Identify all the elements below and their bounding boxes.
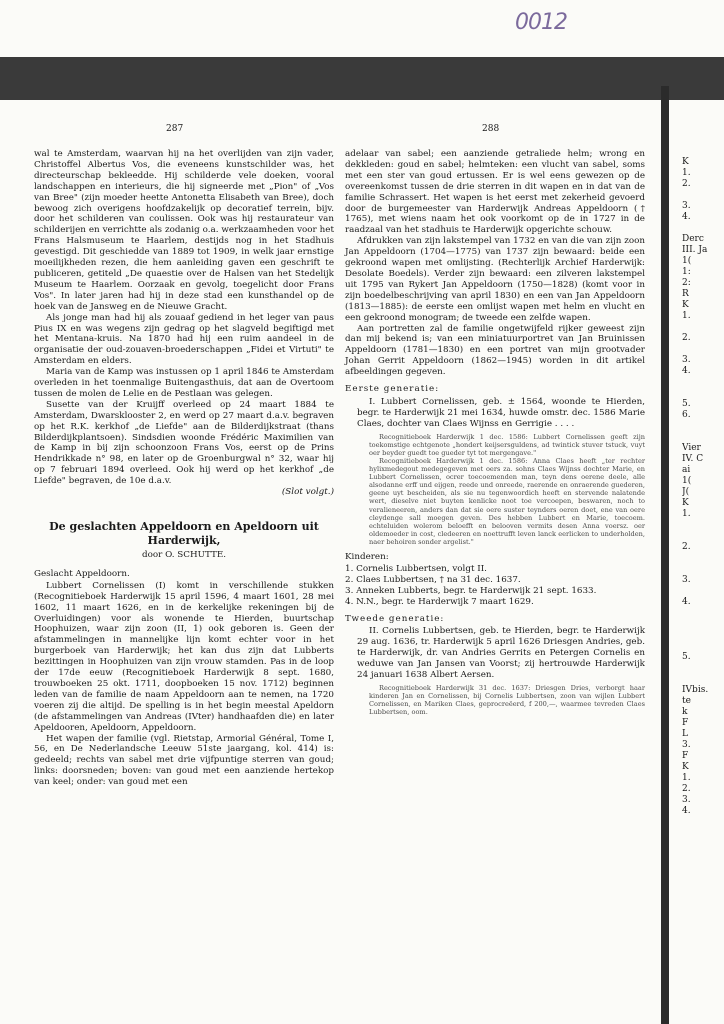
margin-fragment: IV. C — [682, 454, 704, 464]
next-page-margin-fragments — [682, 157, 724, 817]
margin-fragment: 5. — [682, 652, 691, 662]
margin-fragment: 1( — [682, 476, 692, 486]
margin-fragment: 1. — [682, 168, 691, 178]
margin-fragment — [682, 553, 724, 564]
paragraph: Aan portretten zal de familie ongetwijfeld rijker geweest zijn dan mij bekend is; van een miniatuurportret van Jan Bruinissen Appeldoorn (1781—1830) en een portret van mijn grootvader Johan Gerrit Appeldoorn (1862—1945) worden in dit artikel afbeeldingen gegeven. — [345, 323, 645, 378]
margin-fragment: te — [682, 696, 691, 706]
margin-fragment: 1. — [682, 773, 691, 783]
margin-fragment — [682, 564, 724, 575]
paragraph: wal te Amsterdam, waarvan hij na het overlijden van zijn vader, Christoffel Albertus Vos, die eveneens kunstschilder was, het directeurschap bekleedde. Hij schilderde vele doeken, vooral landschappen en interieurs, die hij signeerde met „Pion" of „Vos van Bree" (zijn moeder heette Antonetta Elisabeth van Bree), doch bewoog zich overigens hoofdzakelijk op decoratief terrein, bijv. door het schilderen van coulissen. Ook was hij restaurateur van schilderijen en verrichtte als zodanig o.a. werkzaamheden voor het Frans Halsmuseum te Haarlem, destijds nog in het Stadhuis gevestigd. Dit geschiedde van 1889 tot 1909, in welk jaar ernstige moeilijkheden rezen, die hem aanleiding gaven een geschrift te publiceren, getiteld „De quaestie over de Halsen van het Stedelijk Museum te Haarlem. Oorzaak en gevolg, toegelicht door Frans Vos". In later jaren had hij in deze stad een kunsthandel op de hoek van de Jansweg en de Nieuwe Gracht. — [34, 149, 334, 312]
margin-fragment: k — [682, 707, 688, 717]
margin-fragment: ai — [682, 465, 691, 475]
archive-stamp: 0012 — [515, 10, 567, 35]
margin-fragment: 3. — [682, 355, 691, 365]
margin-fragment: 3. — [682, 795, 691, 805]
right-page-number: 288 — [482, 124, 500, 134]
margin-fragment: 6. — [682, 410, 691, 420]
margin-fragment — [682, 421, 724, 432]
margin-fragment: 3. — [682, 575, 691, 585]
list-item: 3. Anneken Lubberts, begr. te Harderwijk 21 sept. 1633. — [345, 585, 597, 596]
children-heading: Kinderen: — [345, 551, 389, 562]
right-column — [345, 149, 645, 722]
margin-fragment — [682, 586, 724, 597]
continuation-note: (Slot volgt.) — [281, 487, 334, 498]
paragraph: Het wapen der familie (vgl. Rietstap, Armorial Général, Tome I, 56, en De Nederlandsche Leeuw 51ste jaargang, kol. 414) is: gedeeld; rechts van sabel met drie vijfpuntige sterren van goud; links: doorsneden; boven: van goud met een aanziende hertekop van keel; onder: van goud met een — [34, 733, 334, 788]
margin-fragment: 4. — [682, 212, 691, 222]
genealogy-entry: I. Lubbert Cornelissen, geb. ± 1564, woonde te Hierden, begr. te Harderwijk 21 mei 1634, huwde omstr. dec. 1586 Marie Claes, dochter van Claes Wijnss en Gerrigie . . . . — [357, 396, 645, 429]
margin-fragment — [682, 432, 724, 443]
margin-fragment: 1: — [682, 267, 691, 277]
margin-fragment: 1. — [682, 509, 691, 519]
section-heading: Geslacht Appeldoorn. — [34, 568, 130, 579]
paragraph: Maria van de Kamp was instussen op 1 april 1846 te Amsterdam overleden in het toenmalige Buitengasthuis, dat aan de Overtoom tussen de molen de Lelie en de Pestlaan was gelegen. — [34, 367, 334, 399]
margin-fragment: 2. — [682, 784, 691, 794]
margin-fragment: 2: — [682, 278, 691, 288]
note-paragraph: Recognitieboek Harderwijk 31 dec. 1637: Driesgen Dries, verborgt haar kinderen Jan en Cornelissen, bij Cornelis Lubbertsen, zoon van wijlen Lubbert Cornelissen, en Mariken Claes, geprocreëerd, f 200,—, waarmee tevreden Claes Lubbertsen, oom. — [369, 683, 645, 717]
margin-fragment: L — [682, 729, 688, 739]
margin-fragment: 4. — [682, 806, 691, 816]
margin-fragment: III. Ja — [682, 245, 708, 255]
article-byline: door O. SCHUTTE. — [141, 550, 227, 560]
scan-shadow-band — [0, 57, 724, 100]
paragraph: Lubbert Cornelissen (I) komt in verschillende stukken (Recognitieboek Harderwijk 15 april 1596, 4 maart 1601, 28 mei 1602, 11 maart 1626, en in de kerkelijke rekeningen bij de Overluidingen) voor als wonende te Hierden, buurtschap Hoophuizen, waar zijn zoon (II, 1) ook geboren is. Geen der afstammelingen in mannelijke lijn komt echter voor in het burgerboek van Harderwijk; het kan dus zijn dat Lubberts bezittingen in Hoophuizen van zijn vrouw stamden. Pas in de loop der 17de eeuw (Recognitieboek Harderwijk 8 sept. 1680, trouwboeken 25 okt. 1711, doopboeken 15 nov. 1712) beginnen leden van de familie de naam Appeldoorn aan te nemen, na 1720 voeren zij die altijd. De spelling is in het begin meestal Apeldorn (de afstammelingen van Andreas (IVter) handhaafden die) en later Apeldooren, Apeldoorn, Appeldoorn. — [34, 580, 334, 733]
margin-fragment: IVbis. — [682, 685, 709, 695]
margin-fragment: K — [682, 157, 689, 167]
margin-fragment: F — [682, 751, 689, 761]
children-list — [345, 564, 645, 608]
margin-fragment: 3. — [682, 201, 691, 211]
list-item: 1. Cornelis Lubbertsen, volgt II. — [345, 563, 487, 574]
note-paragraph: Recognitieboek Harderwijk 1 dec. 1586: Anna Claes heeft „ter rechter hylixmedegout medegegeven met oers za. sohns Claes Wijnss dochter Marie, en Lubbert Cornelissen, ocrer toecoemenden man, teyn dens oerene deele, alle alsodanne erff und eijgen, reede und onreede, raerende en onraerende guederen, geene uyt bescheiden, als sie nu tegenwoordich heeft en stervende nalatende wert, dieselve niet buyten kenlicke noot toe vercoepen, beswaren, noch to veralieneeren, anders dan dat sie oere suster teynders oeren doet, ene van oere cleydenge sall moegen geven. Des hebben Lubbert en Marie, toecoem. echteluiden wolerom beloefft en belooven vermits desen Anna voersz. oer oldemoeder in cost, cledeeren en noettrufft leven lanck eerlicken to underholden, naer behoiren sonder argelist." — [369, 456, 645, 546]
margin-fragment — [682, 377, 724, 388]
margin-fragment — [682, 531, 724, 542]
paragraph: Susette van der Kruijff overleed op 24 maart 1884 te Amsterdam, Dwarsklooster 2, en werd op 27 maart d.a.v. begraven op het R.K. kerkhof „de Liefde" aan de Bilderdijkstraat (thans Bilderdijkplantsoen). Sindsdien woonde Frédéric Maximilien van de Kamp in bij zijn schoonzoon Frans Vos, eerst op de Prins Hendrikkade n° 98, en later op de Groenburgwal n° 32, waar hij op 7 februari 1894 overleed. Ook hij werd op het kerkhof „de Liefde" begraven, de 10e d.a.v. — [34, 399, 334, 487]
margin-fragment: Vier — [682, 443, 701, 453]
margin-fragment — [682, 520, 724, 531]
margin-fragment: 2. — [682, 179, 691, 189]
margin-fragment — [682, 619, 724, 630]
margin-fragment: 2. — [682, 333, 691, 343]
scan-gutter-shadow — [661, 86, 669, 1024]
margin-fragment — [682, 190, 724, 201]
margin-fragment — [682, 663, 724, 674]
margin-fragment: 4. — [682, 597, 691, 607]
generation-heading: Eerste generatie: — [345, 384, 440, 395]
margin-fragment — [682, 674, 724, 685]
margin-fragment: 2. — [682, 542, 691, 552]
generation-heading: Tweede generatie: — [345, 613, 445, 624]
paragraph: Als jonge man had hij als zouaaf gediend in het leger van paus Pius IX en was wegens zijn gedrag op het slagveld begiftigd met het Mentana-kruis. Na 1870 had hij een ruim aandeel in de organisatie der oud-zouaven-broederschappen „Fidei et Virtuti" te Amsterdam en elders. — [34, 312, 334, 367]
list-item: 4. N.N., begr. te Harderwijk 7 maart 1629. — [345, 596, 534, 607]
margin-fragment: 4. — [682, 366, 691, 376]
margin-fragment: 3. — [682, 740, 691, 750]
paragraph: adelaar van sabel; een aanziende getraliede helm; wrong en dekkleden: goud en sabel; helmteken: een vlucht van sabel, soms met een ster van goud ertussen. Er is wel eens gewezen op de overeenkomst tussen de drie sterren in dit wapen en in dat van de familie Schrassert. Het wapen is het eerst met zekerheid gevoerd door de burgemeester van Harderwijk Andreas Appeldoorn († 1765), met wiens naam het ook voorkomt op de in 1727 in de raadzaal van het stadhuis te Harderwijk opgerichte schouw. — [345, 149, 645, 236]
margin-fragment — [682, 630, 724, 641]
margin-fragment: 1. — [682, 311, 691, 321]
margin-fragment: K — [682, 498, 689, 508]
margin-fragment — [682, 641, 724, 652]
margin-fragment: 1( — [682, 256, 692, 266]
margin-fragment: F — [682, 718, 689, 728]
margin-fragment: K — [682, 762, 689, 772]
margin-fragment — [682, 344, 724, 355]
paragraph: Afdrukken van zijn lakstempel van 1732 en van die van zijn zoon Jan Appeldoorn (1704—1775) van 1737 zijn bewaard: beide een gekroond wapen met omlijsting. (Rechterlijk Archief Harderwijk: Desolate Boedels). Verder zijn bewaard: een zilveren lakstempel uit 1795 van Rykert Jan Appeldoorn (1750—1828) (komt voor in zijn boedelbeschrijving van april 1830) en een van Jan Appeldoorn (1813—1885): de eerste een omlijst wapen met helm en vlucht en een gekroond monogram; de tweede een zelfde wapen. — [345, 236, 645, 323]
archival-note — [369, 433, 645, 546]
list-item: 2. Claes Lubbertsen, † na 31 dec. 1637. — [345, 574, 521, 585]
note-paragraph: Recognitieboek Harderwijk 1 dec. 1586: Lubbert Cornelissen geeft zijn toekomstige echtgenote „hondert keijsersguldens, ad twintick stuver tstuck, vuyt oer beyder guedt toe gueder tyt tot mergengave." — [369, 432, 645, 457]
left-column — [34, 149, 334, 788]
article-title: De geslachten Appeldoorn en Apeldoorn uit Harderwijk, — [49, 520, 319, 547]
margin-fragment — [682, 388, 724, 399]
left-page-number: 287 — [166, 124, 184, 134]
margin-fragment: K — [682, 300, 689, 310]
margin-fragment: 5. — [682, 399, 691, 409]
margin-fragment — [682, 223, 724, 234]
archival-note — [369, 684, 645, 716]
margin-fragment — [682, 322, 724, 333]
genealogy-entry: II. Cornelis Lubbertsen, geb. te Hierden, begr. te Harderwijk 29 aug. 1636, tr. Harderwijk 5 april 1626 Driesgen Andries, geb. te Harderwijk, dr. van Andries Gerrits en Petergen Cornelis en weduwe van Jan Jansen van Voorst; zij hertrouwde Harderwijk 24 januari 1638 Albert Aersen. — [357, 626, 645, 681]
margin-fragment: Derc — [682, 234, 704, 244]
margin-fragment: R — [682, 289, 689, 299]
margin-fragment: J( — [682, 487, 690, 497]
margin-fragment — [682, 608, 724, 619]
